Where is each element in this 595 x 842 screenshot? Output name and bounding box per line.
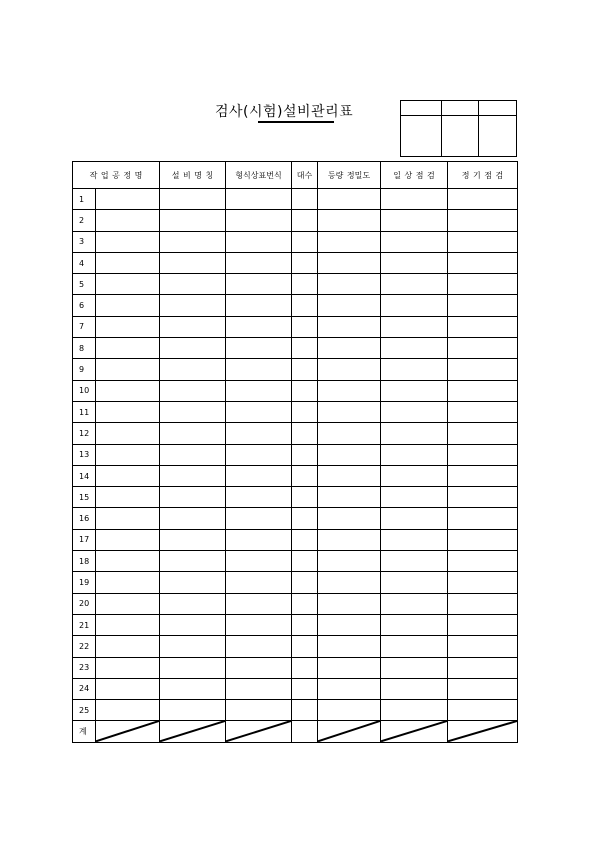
precision-cell[interactable]: [318, 316, 381, 337]
precision-cell[interactable]: [318, 636, 381, 657]
approval-sign-row: [401, 116, 517, 157]
approval-sign-cell[interactable]: [401, 116, 442, 157]
daily-inspection-cell[interactable]: [381, 401, 448, 422]
quantity-cell[interactable]: [292, 423, 318, 444]
process-name-cell[interactable]: [96, 380, 160, 401]
header-daily-inspection: 일 상 점 검: [381, 162, 448, 189]
model-cell[interactable]: [226, 551, 292, 572]
model-cell[interactable]: [226, 231, 292, 252]
quantity-cell[interactable]: [292, 551, 318, 572]
quantity-cell[interactable]: [292, 593, 318, 614]
quantity-cell[interactable]: [292, 210, 318, 231]
periodic-inspection-cell[interactable]: [448, 210, 518, 231]
equipment-name-cell[interactable]: [160, 529, 226, 550]
daily-inspection-cell[interactable]: [381, 252, 448, 273]
row-number: 19: [73, 572, 96, 593]
periodic-inspection-cell[interactable]: [448, 700, 518, 721]
model-cell[interactable]: [226, 529, 292, 550]
approval-box: [400, 100, 517, 157]
table-row: [73, 338, 518, 359]
periodic-inspection-cell[interactable]: [448, 444, 518, 465]
periodic-inspection-cell[interactable]: [448, 295, 518, 316]
model-cell[interactable]: [226, 572, 292, 593]
table-row: [73, 572, 518, 593]
model-cell[interactable]: [226, 274, 292, 295]
approval-header-cell: [401, 101, 442, 116]
header-equipment-name: 설 비 명 칭: [160, 162, 226, 189]
quantity-cell[interactable]: [292, 678, 318, 699]
precision-cell[interactable]: [318, 487, 381, 508]
daily-inspection-cell[interactable]: [381, 636, 448, 657]
equipment-name-cell[interactable]: [160, 614, 226, 635]
daily-inspection-cell[interactable]: [381, 465, 448, 486]
row-number: 9: [73, 359, 96, 380]
process-name-cell[interactable]: [96, 487, 160, 508]
process-name-cell[interactable]: [96, 614, 160, 635]
model-cell[interactable]: [226, 338, 292, 359]
table-row: [73, 657, 518, 678]
periodic-inspection-cell[interactable]: [448, 189, 518, 210]
model-cell[interactable]: [226, 316, 292, 337]
periodic-inspection-cell[interactable]: [448, 252, 518, 273]
table-row: [73, 231, 518, 252]
precision-cell[interactable]: [318, 465, 381, 486]
model-cell[interactable]: [226, 465, 292, 486]
model-cell[interactable]: [226, 593, 292, 614]
process-name-cell[interactable]: [96, 295, 160, 316]
quantity-cell[interactable]: [292, 359, 318, 380]
header-quantity: 대수: [292, 162, 318, 189]
total-cell-quantity[interactable]: [292, 721, 318, 742]
model-cell[interactable]: [226, 700, 292, 721]
table-row: [73, 401, 518, 422]
precision-cell[interactable]: [318, 423, 381, 444]
daily-inspection-cell[interactable]: [381, 338, 448, 359]
precision-cell[interactable]: [318, 614, 381, 635]
row-number: 15: [73, 487, 96, 508]
row-number: 24: [73, 678, 96, 699]
periodic-inspection-cell[interactable]: [448, 423, 518, 444]
daily-inspection-cell[interactable]: [381, 678, 448, 699]
daily-inspection-cell[interactable]: [381, 274, 448, 295]
precision-cell[interactable]: [318, 210, 381, 231]
header-model: 형식상표번식: [226, 162, 292, 189]
model-cell[interactable]: [226, 614, 292, 635]
process-name-cell[interactable]: [96, 231, 160, 252]
header-precision: 등량 정밀도: [318, 162, 381, 189]
periodic-inspection-cell[interactable]: [448, 614, 518, 635]
quantity-cell[interactable]: [292, 487, 318, 508]
daily-inspection-cell[interactable]: [381, 359, 448, 380]
periodic-inspection-cell[interactable]: [448, 359, 518, 380]
daily-inspection-cell[interactable]: [381, 614, 448, 635]
quantity-cell[interactable]: [292, 572, 318, 593]
row-number: 20: [73, 593, 96, 614]
table-row: [73, 210, 518, 231]
equipment-name-cell[interactable]: [160, 380, 226, 401]
table-row: [73, 636, 518, 657]
process-name-cell[interactable]: [96, 551, 160, 572]
approval-header-cell: [479, 101, 517, 116]
approval-sign-cell[interactable]: [479, 116, 517, 157]
table-row: [73, 380, 518, 401]
model-cell[interactable]: [226, 423, 292, 444]
periodic-inspection-cell[interactable]: [448, 487, 518, 508]
row-number: 8: [73, 338, 96, 359]
precision-cell[interactable]: [318, 295, 381, 316]
model-cell[interactable]: [226, 210, 292, 231]
process-name-cell[interactable]: [96, 316, 160, 337]
daily-inspection-cell[interactable]: [381, 487, 448, 508]
table-row: [73, 274, 518, 295]
model-cell[interactable]: [226, 657, 292, 678]
table-row: [73, 252, 518, 273]
periodic-inspection-cell[interactable]: [448, 657, 518, 678]
quantity-cell[interactable]: [292, 657, 318, 678]
equipment-name-cell[interactable]: [160, 252, 226, 273]
quantity-cell[interactable]: [292, 189, 318, 210]
precision-cell[interactable]: [318, 700, 381, 721]
daily-inspection-cell[interactable]: [381, 657, 448, 678]
approval-header-row: [401, 101, 517, 116]
row-number: 6: [73, 295, 96, 316]
equipment-name-cell[interactable]: [160, 700, 226, 721]
equipment-name-cell[interactable]: [160, 359, 226, 380]
row-number: 18: [73, 551, 96, 572]
table-row: [73, 551, 518, 572]
precision-cell[interactable]: [318, 274, 381, 295]
process-name-cell[interactable]: [96, 423, 160, 444]
model-cell[interactable]: [226, 359, 292, 380]
table-row: [73, 487, 518, 508]
precision-cell[interactable]: [318, 508, 381, 529]
precision-cell[interactable]: [318, 252, 381, 273]
row-number: 25: [73, 700, 96, 721]
quantity-cell[interactable]: [292, 700, 318, 721]
quantity-cell[interactable]: [292, 316, 318, 337]
model-cell[interactable]: [226, 295, 292, 316]
quantity-cell[interactable]: [292, 231, 318, 252]
process-name-cell[interactable]: [96, 359, 160, 380]
periodic-inspection-cell[interactable]: [448, 678, 518, 699]
process-name-cell[interactable]: [96, 636, 160, 657]
row-number: 11: [73, 401, 96, 422]
model-cell[interactable]: [226, 401, 292, 422]
equipment-name-cell[interactable]: [160, 423, 226, 444]
process-name-cell[interactable]: [96, 210, 160, 231]
periodic-inspection-cell[interactable]: [448, 231, 518, 252]
periodic-inspection-cell[interactable]: [448, 274, 518, 295]
precision-cell[interactable]: [318, 678, 381, 699]
precision-cell[interactable]: [318, 231, 381, 252]
precision-cell[interactable]: [318, 338, 381, 359]
daily-inspection-cell[interactable]: [381, 593, 448, 614]
precision-cell[interactable]: [318, 189, 381, 210]
model-cell[interactable]: [226, 189, 292, 210]
precision-cell[interactable]: [318, 529, 381, 550]
process-name-cell[interactable]: [96, 252, 160, 273]
process-name-cell[interactable]: [96, 444, 160, 465]
equipment-name-cell[interactable]: [160, 572, 226, 593]
precision-cell[interactable]: [318, 657, 381, 678]
daily-inspection-cell[interactable]: [381, 210, 448, 231]
daily-inspection-cell[interactable]: [381, 295, 448, 316]
quantity-cell[interactable]: [292, 252, 318, 273]
table-row: [73, 359, 518, 380]
equipment-name-cell[interactable]: [160, 295, 226, 316]
quantity-cell[interactable]: [292, 380, 318, 401]
approval-sign-cell[interactable]: [441, 116, 479, 157]
precision-cell[interactable]: [318, 593, 381, 614]
table-row: [73, 423, 518, 444]
quantity-cell[interactable]: [292, 338, 318, 359]
equipment-name-cell[interactable]: [160, 444, 226, 465]
row-number: 7: [73, 316, 96, 337]
total-row: [73, 721, 518, 742]
table-row: [73, 465, 518, 486]
daily-inspection-cell[interactable]: [381, 380, 448, 401]
total-cell-slashed: [226, 721, 292, 742]
daily-inspection-cell[interactable]: [381, 529, 448, 550]
quantity-cell[interactable]: [292, 636, 318, 657]
table-row: [73, 295, 518, 316]
precision-cell[interactable]: [318, 401, 381, 422]
row-number: 16: [73, 508, 96, 529]
process-name-cell[interactable]: [96, 189, 160, 210]
daily-inspection-cell[interactable]: [381, 551, 448, 572]
equipment-name-cell[interactable]: [160, 593, 226, 614]
process-name-cell[interactable]: [96, 700, 160, 721]
header-periodic-inspection: 정 기 점 검: [448, 162, 518, 189]
equipment-name-cell[interactable]: [160, 465, 226, 486]
row-number: 12: [73, 423, 96, 444]
process-name-cell[interactable]: [96, 338, 160, 359]
row-number: 14: [73, 465, 96, 486]
model-cell[interactable]: [226, 444, 292, 465]
process-name-cell[interactable]: [96, 401, 160, 422]
process-name-cell[interactable]: [96, 508, 160, 529]
row-number: 5: [73, 274, 96, 295]
periodic-inspection-cell[interactable]: [448, 508, 518, 529]
total-cell-slashed: [381, 721, 448, 742]
periodic-inspection-cell[interactable]: [448, 572, 518, 593]
quantity-cell[interactable]: [292, 401, 318, 422]
daily-inspection-cell[interactable]: [381, 231, 448, 252]
periodic-inspection-cell[interactable]: [448, 465, 518, 486]
equipment-name-cell[interactable]: [160, 189, 226, 210]
equipment-management-table: [72, 161, 518, 743]
process-name-cell[interactable]: [96, 274, 160, 295]
row-number: 13: [73, 444, 96, 465]
quantity-cell[interactable]: [292, 508, 318, 529]
row-number: 1: [73, 189, 96, 210]
row-number: 4: [73, 252, 96, 273]
process-name-cell[interactable]: [96, 678, 160, 699]
equipment-name-cell[interactable]: [160, 508, 226, 529]
process-name-cell[interactable]: [96, 593, 160, 614]
precision-cell[interactable]: [318, 444, 381, 465]
equipment-name-cell[interactable]: [160, 636, 226, 657]
process-name-cell[interactable]: [96, 657, 160, 678]
periodic-inspection-cell[interactable]: [448, 316, 518, 337]
quantity-cell[interactable]: [292, 614, 318, 635]
approval-header-cell: [441, 101, 479, 116]
periodic-inspection-cell[interactable]: [448, 551, 518, 572]
equipment-name-cell[interactable]: [160, 274, 226, 295]
title-underline: [258, 121, 334, 123]
daily-inspection-cell[interactable]: [381, 700, 448, 721]
quantity-cell[interactable]: [292, 465, 318, 486]
header-process-name: 작 업 공 정 명: [73, 162, 160, 189]
row-number: 3: [73, 231, 96, 252]
periodic-inspection-cell[interactable]: [448, 529, 518, 550]
table-header-row: [73, 162, 518, 189]
row-number: 17: [73, 529, 96, 550]
model-cell[interactable]: [226, 380, 292, 401]
precision-cell[interactable]: [318, 380, 381, 401]
daily-inspection-cell[interactable]: [381, 444, 448, 465]
row-number: 22: [73, 636, 96, 657]
daily-inspection-cell[interactable]: [381, 508, 448, 529]
equipment-name-cell[interactable]: [160, 487, 226, 508]
equipment-name-cell[interactable]: [160, 678, 226, 699]
table-row: [73, 189, 518, 210]
table-row: [73, 678, 518, 699]
precision-cell[interactable]: [318, 551, 381, 572]
equipment-name-cell[interactable]: [160, 551, 226, 572]
equipment-name-cell[interactable]: [160, 401, 226, 422]
row-number: 23: [73, 657, 96, 678]
quantity-cell[interactable]: [292, 444, 318, 465]
table-row: [73, 529, 518, 550]
table-row: [73, 700, 518, 721]
total-cell-slashed: [96, 721, 160, 742]
total-cell-slashed: [318, 721, 381, 742]
quantity-cell[interactable]: [292, 295, 318, 316]
equipment-name-cell[interactable]: [160, 657, 226, 678]
periodic-inspection-cell[interactable]: [448, 636, 518, 657]
model-cell[interactable]: [226, 252, 292, 273]
daily-inspection-cell[interactable]: [381, 572, 448, 593]
model-cell[interactable]: [226, 508, 292, 529]
document-title: 검사(시험)설비관리표: [215, 104, 354, 120]
row-number: 21: [73, 614, 96, 635]
total-cell-slashed: [160, 721, 226, 742]
row-number: 10: [73, 380, 96, 401]
model-cell[interactable]: [226, 487, 292, 508]
table-row: [73, 316, 518, 337]
process-name-cell[interactable]: [96, 465, 160, 486]
daily-inspection-cell[interactable]: [381, 316, 448, 337]
daily-inspection-cell[interactable]: [381, 189, 448, 210]
row-number: 2: [73, 210, 96, 231]
table-row: [73, 444, 518, 465]
equipment-name-cell[interactable]: [160, 210, 226, 231]
periodic-inspection-cell[interactable]: [448, 338, 518, 359]
periodic-inspection-cell[interactable]: [448, 380, 518, 401]
table-row: [73, 508, 518, 529]
quantity-cell[interactable]: [292, 274, 318, 295]
precision-cell[interactable]: [318, 572, 381, 593]
table-row: [73, 593, 518, 614]
periodic-inspection-cell[interactable]: [448, 593, 518, 614]
equipment-name-cell[interactable]: [160, 316, 226, 337]
model-cell[interactable]: [226, 636, 292, 657]
model-cell[interactable]: [226, 678, 292, 699]
equipment-name-cell[interactable]: [160, 338, 226, 359]
total-cell-slashed: [448, 721, 518, 742]
process-name-cell[interactable]: [96, 572, 160, 593]
quantity-cell[interactable]: [292, 529, 318, 550]
equipment-name-cell[interactable]: [160, 231, 226, 252]
periodic-inspection-cell[interactable]: [448, 401, 518, 422]
total-label: 계: [73, 721, 96, 742]
precision-cell[interactable]: [318, 359, 381, 380]
daily-inspection-cell[interactable]: [381, 423, 448, 444]
process-name-cell[interactable]: [96, 529, 160, 550]
table-row: [73, 614, 518, 635]
